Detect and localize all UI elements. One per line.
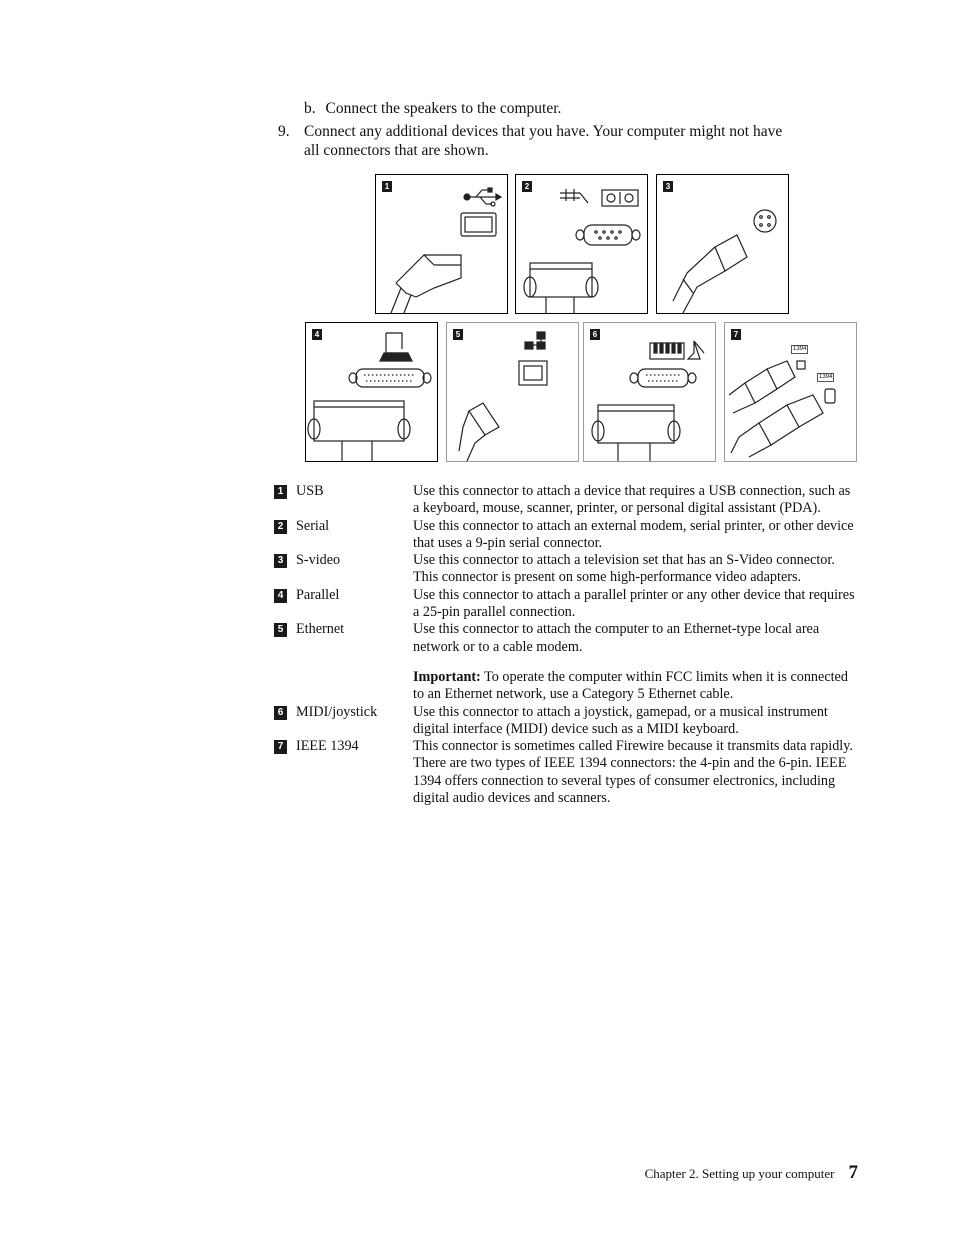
ieee1394-icon (725, 323, 856, 461)
important-text: To operate the computer within FCC limits when it is connected to an Ethernet network, use a Category 5 Ethernet cable. (413, 668, 848, 703)
panel-ieee1394 (724, 322, 857, 462)
number-badge: 1 (274, 485, 287, 499)
definition-row-midi-joystick (274, 704, 858, 739)
serial-icon (516, 175, 647, 313)
connector-name: USB (296, 483, 324, 499)
panel-1-badge: 1 (382, 181, 392, 192)
connector-name: S-video (296, 552, 341, 569)
definition-row-parallel (274, 587, 858, 622)
midi-joystick-icon (584, 323, 715, 461)
panel-ethernet (446, 322, 579, 462)
step-9-text-line1: Connect any additional devices that you have. Your computer might not have (304, 123, 783, 140)
connector-name: Parallel (296, 586, 340, 603)
connector-description: Use this connector to attach a television set that has an S-Video connector. This connector is present on some high-performance video adapters. (413, 552, 835, 586)
connector-description: Use this connector to attach the computer to an Ethernet-type local area network or to a cable modem. (413, 621, 820, 655)
panel-6-badge: 6 (590, 329, 600, 340)
number-badge: 4 (274, 589, 287, 603)
number-badge: 5 (274, 623, 287, 637)
connector-description: Use this connector to attach a device that requires a USB connection, such as a keyboard, mouse, scanner, printer, or personal digital assistant (PDA). (413, 483, 851, 517)
s-video-icon (657, 175, 788, 313)
step-b (304, 99, 561, 118)
connector-description: Use this connector to attach a parallel printer or any other device that requires a 25-pin parallel connection. (413, 586, 855, 621)
panel-5-badge: 5 (453, 329, 463, 340)
step-9-text-line2: all connectors that are shown. (304, 142, 489, 159)
definition-row-ethernet (274, 621, 858, 703)
connector-name: Serial (296, 517, 330, 534)
page-number: 7 (848, 1162, 858, 1183)
connector-description: This connector is sometimes called Firewire because it transmits data rapidly. There are two types of IEEE 1394 connectors: the 4-pin and the 6-pin. IEEE 1394 offers connection to several types of consumer electronics, including digital audio devices and scanners. (413, 738, 853, 807)
number-badge: 6 (274, 706, 287, 720)
panel-4-badge: 4 (312, 329, 322, 340)
parallel-icon (306, 323, 437, 461)
step-b-marker: b. (304, 100, 316, 117)
connector-description: Use this connector to attach an external modem, serial printer, or other device that uses a 9-pin serial connector. (413, 517, 854, 551)
number-badge: 2 (274, 520, 287, 534)
panel-midi-joystick (583, 322, 716, 462)
panel-usb (375, 174, 508, 314)
connector-definitions (274, 483, 858, 807)
ieee1394-label-top: 1394 (793, 346, 807, 352)
panel-serial (515, 174, 648, 314)
ieee1394-label-bottom: 1394 (819, 374, 833, 380)
step-9-marker: 9. (278, 123, 290, 140)
definition-row-ieee1394 (274, 738, 858, 807)
connector-name: Ethernet (296, 621, 345, 638)
connector-name: IEEE 1394 (296, 738, 359, 755)
ethernet-icon (447, 323, 578, 461)
step-9 (278, 122, 858, 160)
usb-icon (376, 175, 507, 313)
number-badge: 7 (274, 740, 287, 754)
page-footer (645, 1162, 858, 1184)
panel-3-badge: 3 (663, 181, 673, 192)
important-label: Important: (413, 668, 481, 685)
definition-row-serial (274, 518, 858, 553)
panel-2-badge: 2 (522, 181, 532, 192)
definition-row-usb (274, 483, 858, 518)
definition-row-s-video (274, 552, 858, 587)
connector-description: Use this connector to attach a joystick, gamepad, or a musical instrument digital interface (MIDI) device such as a MIDI keyboard. (413, 703, 828, 737)
chapter-title: Chapter 2. Setting up your computer (644, 1166, 835, 1181)
number-badge: 3 (274, 554, 287, 568)
panel-7-badge: 7 (731, 329, 741, 340)
panel-s-video (656, 174, 789, 314)
important-note (413, 669, 858, 704)
panel-parallel (305, 322, 438, 462)
step-b-text: Connect the speakers to the computer. (325, 100, 562, 117)
connector-name: MIDI/joystick (296, 703, 378, 720)
